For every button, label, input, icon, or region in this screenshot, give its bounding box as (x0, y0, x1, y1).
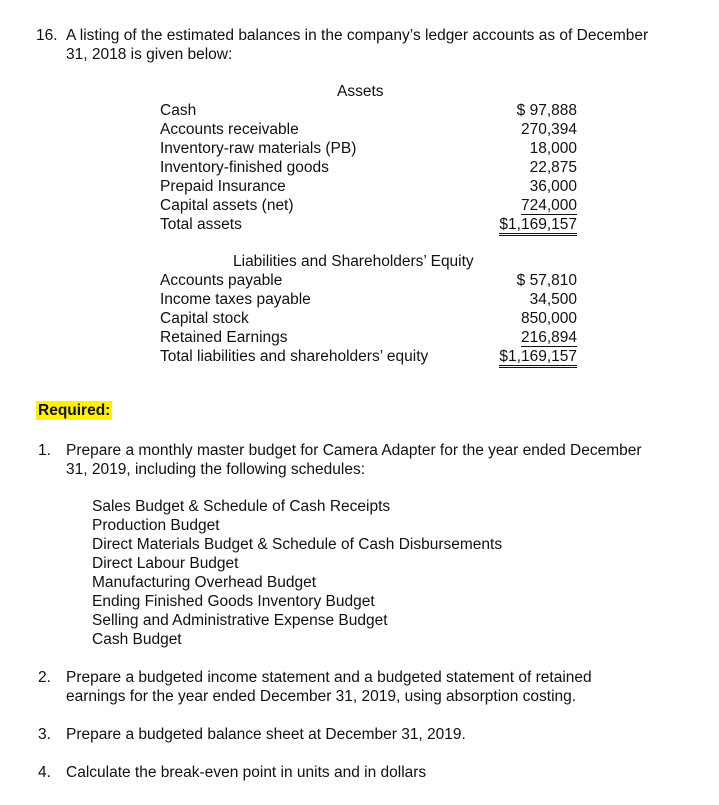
liability-label: Accounts payable (160, 272, 283, 289)
item-1-line-1: Prepare a monthly master budget for Camera Adapter for the year ended December (66, 442, 642, 459)
schedule-item: Selling and Administrative Expense Budget (92, 612, 388, 629)
asset-label: Capital assets (net) (160, 197, 294, 214)
item-number: 4. (38, 764, 51, 781)
liability-amount (521, 328, 577, 347)
item-2-line-2: earnings for the year ended December 31, 2019, using absorption costing. (66, 688, 577, 705)
liability-total-amount-text: $1,169,157 (499, 348, 577, 368)
item-2-line-1: Prepare a budgeted income statement and a budgeted statement of retained (66, 669, 592, 686)
asset-label: Accounts receivable (160, 121, 299, 138)
liability-label: Capital stock (160, 310, 249, 327)
item-number: 3. (38, 726, 51, 743)
asset-amount: 270,394 (520, 121, 577, 138)
asset-amount-text: 724,000 (520, 197, 577, 214)
asset-amount: 22,875 (529, 159, 577, 176)
assets-heading: Assets (337, 83, 384, 100)
schedule-item: Sales Budget & Schedule of Cash Receipts (92, 498, 391, 515)
intro-line-1: A listing of the estimated balances in the company’s ledger accounts as of December (66, 27, 649, 44)
asset-amount: 18,000 (529, 140, 577, 157)
asset-amount: 36,000 (529, 178, 577, 195)
item-3-line-1: Prepare a budgeted balance sheet at December 31, 2019. (66, 726, 466, 743)
asset-label: Prepaid Insurance (160, 178, 286, 195)
liability-total-label: Total liabilities and shareholders’ equity (160, 348, 429, 365)
item-number: 2. (38, 669, 51, 686)
liability-amount-text: 216,894 (520, 329, 577, 346)
schedule-item: Cash Budget (92, 631, 182, 648)
liability-label: Retained Earnings (160, 329, 288, 346)
schedule-item: Direct Labour Budget (92, 555, 239, 572)
schedule-item: Ending Finished Goods Inventory Budget (92, 593, 375, 610)
schedule-item: Manufacturing Overhead Budget (92, 574, 317, 591)
asset-label: Inventory-finished goods (160, 159, 329, 176)
asset-label: Cash (160, 102, 197, 119)
asset-amount (521, 196, 577, 215)
liabilities-heading: Liabilities and Shareholders’ Equity (233, 253, 474, 270)
item-4-line-1: Calculate the break-even point in units and in dollars (66, 764, 427, 781)
asset-total-amount-text: $1,169,157 (499, 216, 577, 236)
intro-line-2: 31, 2018 is given below: (66, 46, 233, 63)
item-number: 1. (38, 442, 51, 459)
asset-total-amount (499, 215, 577, 234)
liability-total-amount (499, 347, 577, 366)
item-1-line-2: 31, 2019, including the following schedules: (66, 461, 366, 478)
liability-amount: 850,000 (520, 310, 577, 327)
question-number: 16. (36, 27, 58, 44)
liability-amount: 34,500 (529, 291, 577, 308)
required-label: Required: (38, 402, 111, 419)
schedule-item: Direct Materials Budget & Schedule of Cash Disbursements (92, 536, 503, 553)
liability-label: Income taxes payable (160, 291, 311, 308)
schedule-item: Production Budget (92, 517, 220, 534)
liability-amount: $ 57,810 (516, 272, 577, 289)
asset-total-label: Total assets (160, 216, 242, 233)
asset-amount: $ 97,888 (516, 102, 577, 119)
asset-label: Inventory-raw materials (PB) (160, 140, 357, 157)
